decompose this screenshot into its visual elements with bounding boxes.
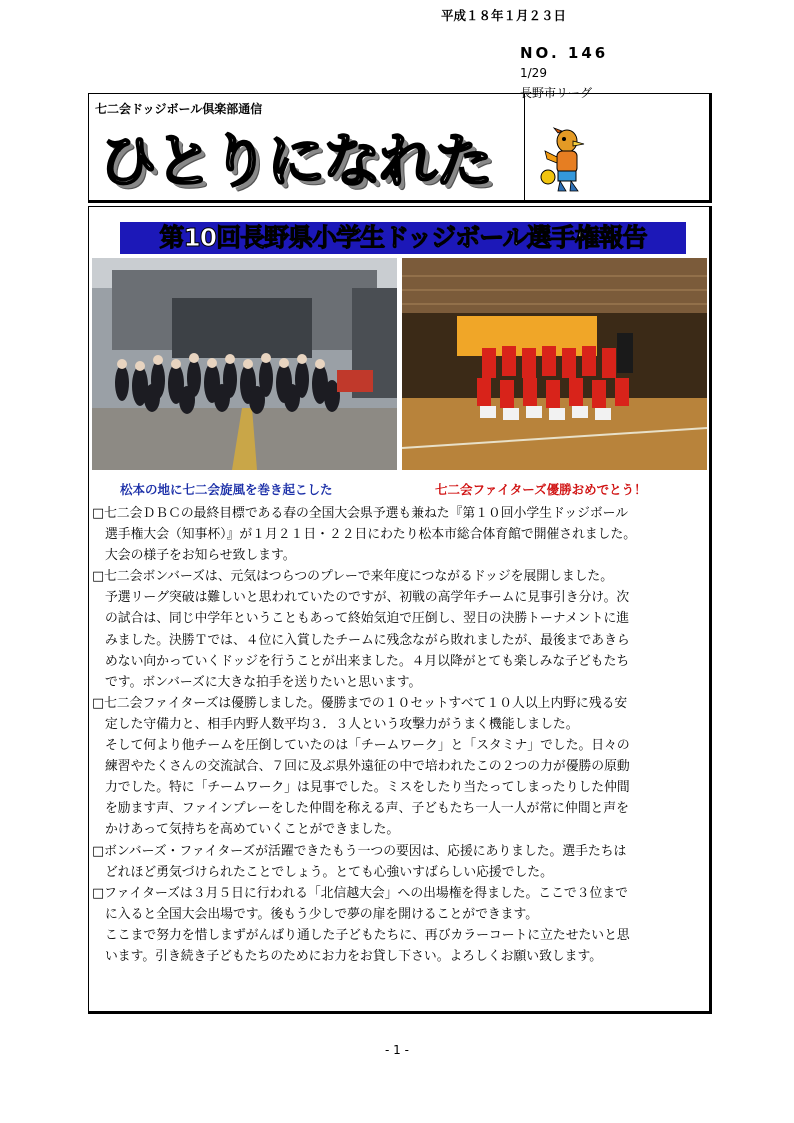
issue-league: 長野市リーグ	[520, 86, 593, 100]
body-line: □ファイターズは３月５日に行われる「北信越大会」への出場権を得ました。ここで３位まで	[92, 885, 628, 901]
page-number: - 1 -	[385, 1043, 409, 1057]
team-photo-gym	[402, 258, 707, 470]
body-line: です。ボンバーズに大きな拍手を送りたいと思います。	[105, 674, 422, 690]
body-line: かけあって気持ちを高めていくことができました。	[105, 822, 400, 838]
photo-caption-right: 七二会ファイターズ優勝おめでとう！	[435, 482, 647, 497]
body-line: います。引き続き子どもたちのためにお力をお貸し下さい。よろしくお願い致します。	[105, 948, 603, 964]
body-line: 予選リーグ突破は難しいと思われていたのですが、初戦の高学年チームに見事引き分け。次	[105, 590, 630, 606]
body-line: 練習やたくさんの交流試合、７回に及ぶ県外遠征の中で培われたこの２つの力が優勝の原動	[105, 759, 630, 775]
masthead	[88, 93, 712, 203]
body-line: □七二会ＤＢＣの最終目標である春の全国大会県予選も兼ねた『第１０回小学生ドッジボール	[92, 506, 628, 521]
body-line: □七二会ボンバーズは、元気はつらつのプレーで来年度につながるドッジを展開しました。	[92, 569, 614, 585]
body-line: □七二会ファイターズは優勝しました。優勝までの１０セットすべて１０人以上内野に残る安	[92, 695, 628, 711]
issue-date: 平成１８年１月２３日	[441, 8, 567, 23]
body-line: どれほど勇気づけられたことでしょう。とても心強いすばらしい応援でした。	[105, 864, 553, 880]
newsletter-title: ひとりになれた	[99, 127, 492, 195]
body-line: □ボンバーズ・ファイターズが活躍できたもう一つの要因は、応援にありました。選手たちは	[92, 843, 627, 859]
body-line: 力でした。特に「チームワーク」は見事でした。ミスをしたり当たってしまったりした仲間	[105, 780, 630, 796]
mascot-illustration	[540, 127, 590, 195]
body-line: に入ると全国大会出場です。後もう少しで夢の扉を開けることができます。	[105, 906, 539, 922]
issue-number: NO. 146	[520, 44, 609, 62]
body-line: 定した守備力と、相手内野人数平均３．３人という攻撃力がうまく機能しました。	[105, 716, 579, 732]
body-line: 選手権大会（知事杯）』が１月２１日・２２日にわたり松本市総合体育館で開催されました。	[105, 527, 637, 543]
club-name: 七二会ドッジボール倶楽部通信	[95, 102, 263, 116]
issue-sub-date: 1/29	[520, 66, 547, 80]
body-line: めない向かっていくドッジを行うことが出来ました。４月以降がとても楽しみな子どもたち	[105, 653, 630, 669]
body-line: みました。決勝Ｔでは、４位に入賞したチームに残念ながら敗れましたが、最後まであきら	[105, 632, 630, 648]
masthead-title-area	[89, 94, 525, 201]
body-line: 大会の様子をお知らせ致します。	[105, 548, 296, 564]
team-photo-outside	[92, 258, 397, 470]
body-line: の試合は、同じ中学年ということもあって終始気迫で圧倒し、翌日の決勝トーナメントに進	[105, 611, 630, 627]
body-line: そして何より他チームを圧倒していたのは「チームワーク」と「スタミナ」でした。日々の	[105, 738, 630, 754]
body-line: を励ます声、ファインプレーをした仲間を称える声、子どもたち一人一人が常に仲間と声を	[105, 801, 629, 817]
article-body	[92, 503, 708, 967]
article-headline: 第10回長野県小学生ドッジボール選手権報告	[120, 222, 686, 254]
body-line: ここまで努力を惜しまずがんばり通した子どもたちに、再びカラーコートに立たせたいと思	[105, 927, 630, 943]
photo-caption-left: 松本の地に七二会旋風を巻き起こした	[120, 482, 333, 497]
